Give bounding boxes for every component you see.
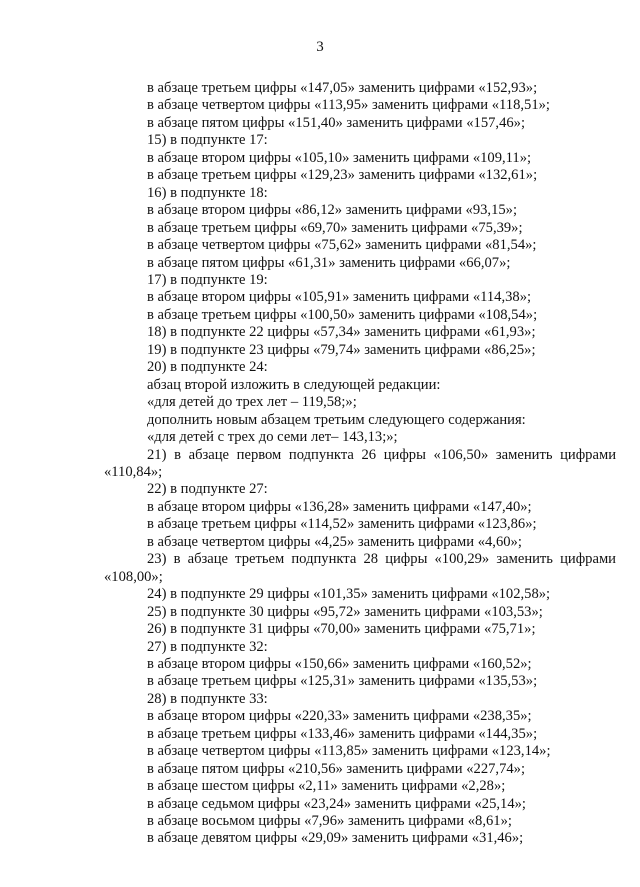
text-line: «для детей с трех до семи лет– 143,13;»;	[147, 429, 398, 446]
text-line: 15) в подпункте 17:	[147, 132, 268, 149]
text-line: в абзаце третьем цифры «100,50» заменить цифрами «108,54»;	[147, 306, 538, 323]
text-line: в абзаце втором цифры «136,28» заменить цифрами «147,40»;	[147, 498, 532, 515]
text-line: в абзаце втором цифры «220,33» заменить цифрами «238,35»;	[147, 708, 532, 725]
page-number: 3	[316, 39, 324, 55]
text-line: 28) в подпункте 33:	[147, 690, 268, 707]
text-line: в абзаце четвертом цифры «113,95» заменить цифрами «118,51»;	[147, 97, 550, 114]
text-line: 21) в абзаце первом подпункта 26 цифры «106,50» заменить цифрами	[147, 446, 616, 463]
text-line: «110,84»;	[104, 463, 163, 480]
text-line: 26) в подпункте 31 цифры «70,00» заменить цифрами «75,71»;	[147, 621, 536, 638]
text-line: в абзаце пятом цифры «210,56» заменить цифрами «227,74»;	[147, 760, 526, 777]
text-line: «108,00»;	[104, 568, 163, 585]
text-line: в абзаце третьем цифры «133,46» заменить цифрами «144,35»;	[147, 725, 538, 742]
text-line: в абзаце четвертом цифры «4,25» заменить цифрами «4,60»;	[147, 533, 522, 550]
text-line: в абзаце пятом цифры «151,40» заменить цифрами «157,46»;	[147, 114, 526, 131]
text-line: в абзаце восьмом цифры «7,96» заменить цифрами «8,61»;	[147, 813, 512, 830]
text-line: в абзаце третьем цифры «129,23» заменить цифрами «132,61»;	[147, 167, 538, 184]
text-line: 24) в подпункте 29 цифры «101,35» заменить цифрами «102,58»;	[147, 586, 551, 603]
text-line: в абзаце третьем цифры «114,52» заменить цифрами «123,86»;	[147, 516, 537, 533]
text-line: в абзаце четвертом цифры «113,85» заменить цифрами «123,14»;	[147, 743, 551, 760]
text-line: в абзаце шестом цифры «2,11» заменить цифрами «2,28»;	[147, 778, 506, 795]
text-line: 23) в абзаце третьем подпункта 28 цифры «100,29» заменить цифрами	[147, 551, 616, 568]
text-line: 22) в подпункте 27:	[147, 481, 268, 498]
document-body	[104, 80, 616, 848]
text-line: абзац второй изложить в следующей редакции:	[147, 376, 441, 393]
text-line: в абзаце втором цифры «86,12» заменить цифрами «93,15»;	[147, 202, 518, 219]
text-line: 19) в подпункте 23 цифры «79,74» заменить цифрами «86,25»;	[147, 341, 536, 358]
text-line: в абзаце третьем цифры «125,31» заменить цифрами «135,53»;	[147, 673, 538, 690]
text-line: 25) в подпункте 30 цифры «95,72» заменить цифрами «103,53»;	[147, 603, 543, 620]
text-line: в абзаце седьмом цифры «23,24» заменить цифрами «25,14»;	[147, 795, 526, 812]
text-line: дополнить новым абзацем третьим следующего содержания:	[147, 411, 526, 428]
text-line: 27) в подпункте 32:	[147, 638, 268, 655]
text-line: «для детей до трех лет – 119,58;»;	[147, 394, 357, 411]
text-line: 20) в подпункте 24:	[147, 359, 268, 376]
text-line: в абзаце четвертом цифры «75,62» заменить цифрами «81,54»;	[147, 237, 537, 254]
text-line: в абзаце втором цифры «105,10» заменить цифрами «109,11»;	[147, 149, 532, 166]
text-line: 16) в подпункте 18:	[147, 184, 268, 201]
text-line: в абзаце пятом цифры «61,31» заменить цифрами «66,07»;	[147, 254, 511, 271]
text-line: в абзаце девятом цифры «29,09» заменить цифрами «31,46»;	[147, 830, 524, 847]
text-line: 17) в подпункте 19:	[147, 271, 268, 288]
text-line: в абзаце третьем цифры «147,05» заменить цифрами «152,93»;	[147, 80, 538, 96]
text-line: в абзаце втором цифры «105,91» заменить цифрами «114,38»;	[147, 289, 532, 306]
text-line: в абзаце втором цифры «150,66» заменить цифрами «160,52»;	[147, 655, 532, 672]
text-line: 18) в подпункте 22 цифры «57,34» заменить цифрами «61,93»;	[147, 324, 536, 341]
text-line: в абзаце третьем цифры «69,70» заменить цифрами «75,39»;	[147, 219, 523, 236]
